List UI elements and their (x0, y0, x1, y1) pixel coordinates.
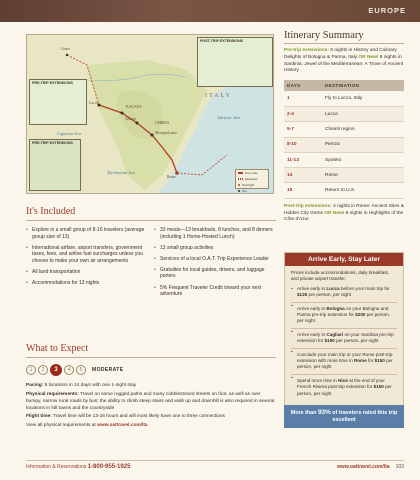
list-item: • Conclude your main trip or your Rome post-trip extension with more time in Rome for $150 per person, per night (291, 348, 397, 371)
divider (284, 43, 404, 44)
table-row: 11-13 Spoleto (284, 152, 404, 167)
legend-item: Overnight (236, 182, 268, 188)
map-label-city: Como (61, 47, 70, 51)
city-dot (121, 112, 124, 115)
traveler-rating-callout: More than 93% of travelers rated this trip excellent (284, 405, 404, 428)
region-label: EUROPE (368, 6, 406, 15)
pre-trip-inset-bologna (29, 79, 87, 125)
inset-title: POST-TRIP EXTENSIONS (200, 39, 244, 43)
pace-level: 5 (76, 365, 86, 375)
list-item: • 33 meals—13 breakfasts, 8 lunches, and 8 dinners (including 1 Home-Hosted Lunch) (154, 227, 276, 240)
section-title: What to Expect (26, 343, 89, 354)
arrive-early-list (285, 286, 403, 397)
included-left-column (26, 227, 148, 302)
legend-item: Tour route (236, 170, 268, 176)
list-item: • International airfare, airport transfers, government taxes, fees, and airline fuel surcharges unless you choose to make your own air arrangements (26, 245, 148, 265)
city-dot (151, 134, 154, 137)
city-dot (66, 54, 68, 56)
divider (26, 220, 276, 221)
page-header (0, 0, 420, 22)
inset-title: PRE-TRIP EXTENSIONS (32, 141, 73, 145)
page-footer (26, 460, 404, 472)
its-included-section (26, 206, 276, 302)
table-row: 5-7 Chianti region (284, 122, 404, 137)
list-item: • Gratuities for local guides, drivers, and luggage porters (154, 267, 276, 280)
phone-number[interactable]: 1-800-955-1925 (87, 464, 131, 470)
list-item: • Arrive early in Bologna on your Bologna and Parma pre-trip extension for $200 per person, per night (291, 302, 397, 325)
map-label-sea: Adriatic Sea (217, 115, 240, 120)
view-requirements-text: View all physical requirements at www.oattravel.com/lta (26, 422, 148, 428)
list-item: • 5% Frequent Traveler Credit toward your next adventure (154, 285, 276, 298)
trip-map (26, 34, 274, 194)
list-item: • Accommodations for 13 nights (26, 280, 148, 287)
post-trip-inset-riviera (197, 37, 273, 87)
included-right-column (154, 227, 276, 302)
itinerary-title: Itinerary Summary (284, 30, 364, 41)
city-dot (136, 122, 139, 125)
arrive-early-box (284, 252, 404, 408)
list-item: • Spend more time in Nice at the end of your French Riviera post-trip extension for $150 per person, per night (291, 374, 397, 397)
itinerary-summary (284, 30, 404, 224)
pace-level: 2 (38, 365, 48, 375)
page-number: 103 (395, 464, 404, 470)
pace-level: 1 (26, 365, 36, 375)
list-item: • 13 small group activities (154, 245, 276, 252)
arrive-early-title: Arrive Early, Stay Later (285, 253, 403, 266)
table-row: 15 Return to U.S. (284, 183, 404, 198)
map-label-city: Montepulciano (155, 131, 177, 135)
footer-right (337, 464, 404, 470)
footer-url-link[interactable]: www.oattravel.com/lta (337, 464, 390, 470)
what-to-expect-section (26, 343, 276, 430)
pacing-text: Pacing: 5 locations in 14 days with one 1-night stay (26, 383, 137, 388)
column-header-destination: DESTINATION (322, 80, 404, 91)
pace-rating (26, 364, 276, 376)
table-row: 1 Fly to Lucca, Italy (284, 91, 404, 106)
map-label-sea: Tyrrhenian Sea (107, 170, 136, 175)
pace-label: MODERATE (92, 367, 124, 373)
footer-reservations: Information & Reservations 1-800-955-1925 (26, 464, 131, 470)
itinerary-table (284, 80, 404, 199)
legend-item: Extension (236, 176, 268, 182)
list-item: • Explore in a small group of 8-16 travelers (average group size of 13) (26, 227, 148, 240)
table-row: 14 Rome (284, 168, 404, 183)
pace-level-active: 3 (50, 364, 62, 376)
map-legend (235, 169, 269, 193)
map-label-city: Chianti (125, 117, 136, 121)
requirements-link[interactable]: www.oattravel.com/lta (97, 422, 148, 428)
map-label-city: Lucca (89, 101, 98, 105)
map-label-italy: ITALY (205, 93, 232, 99)
post-trip-extensions: Post-trip extensions: 4 nights in Rome: Ancient Sites & Hidden City Gems OR New! 6 nights in Highlights of the Côte d'Azur (284, 203, 404, 223)
pace-level: 4 (64, 365, 74, 375)
table-row: 2-4 Lucca (284, 106, 404, 121)
map-label-sea: Ligurian Sea (57, 131, 81, 136)
map-label-tuscany: TUSCANY (125, 105, 142, 109)
list-item: • All land transportation (26, 269, 148, 276)
flight-time-text: Flight time: Travel time will be 13-16 hours and will most likely have one to three connections (26, 414, 225, 419)
divider (26, 357, 276, 358)
list-item: • Services of a local O.A.T. Trip Experience Leader (154, 256, 276, 263)
arrive-early-intro: Prices include accommodations, daily breakfast, and private airport transfer. (291, 270, 390, 282)
column-header-days: DAYS (284, 80, 322, 91)
map-label-city: Rome (167, 175, 176, 179)
pre-trip-extensions: Pre-trip extensions: 6 nights in History and Culinary Delights of Bologna & Parma, Italy OR New! 6 nights in Sardinia: Jewel of the Mediterranean: A Trove of Ancient History (284, 48, 404, 74)
list-item: • Arrive early in Lucca before your main trip for $125 per person, per night (291, 286, 397, 299)
physical-requirements-text: Physical requirements: Travel on some rugged paths and many cobblestoned streets on foot, as well as over bumpy, narrow rural roads by bus; the ability to climb steep stairs and walk up and downhill is also required in several locations in hill towns and the countryside (26, 391, 275, 411)
section-title: It's Included (26, 206, 76, 217)
legend-item: City (236, 188, 268, 194)
map-label-umbria: UMBRIA (155, 121, 170, 125)
pre-trip-inset-sardinia (29, 139, 81, 191)
extension-route-post (177, 155, 227, 175)
inset-title: PRE-TRIP EXTENSIONS (32, 81, 73, 85)
table-row: 8-10 Pienza (284, 137, 404, 152)
list-item: • Arrive early in Cagliari on your Sardinia pre-trip extension for $150 per person, per night (291, 328, 397, 345)
